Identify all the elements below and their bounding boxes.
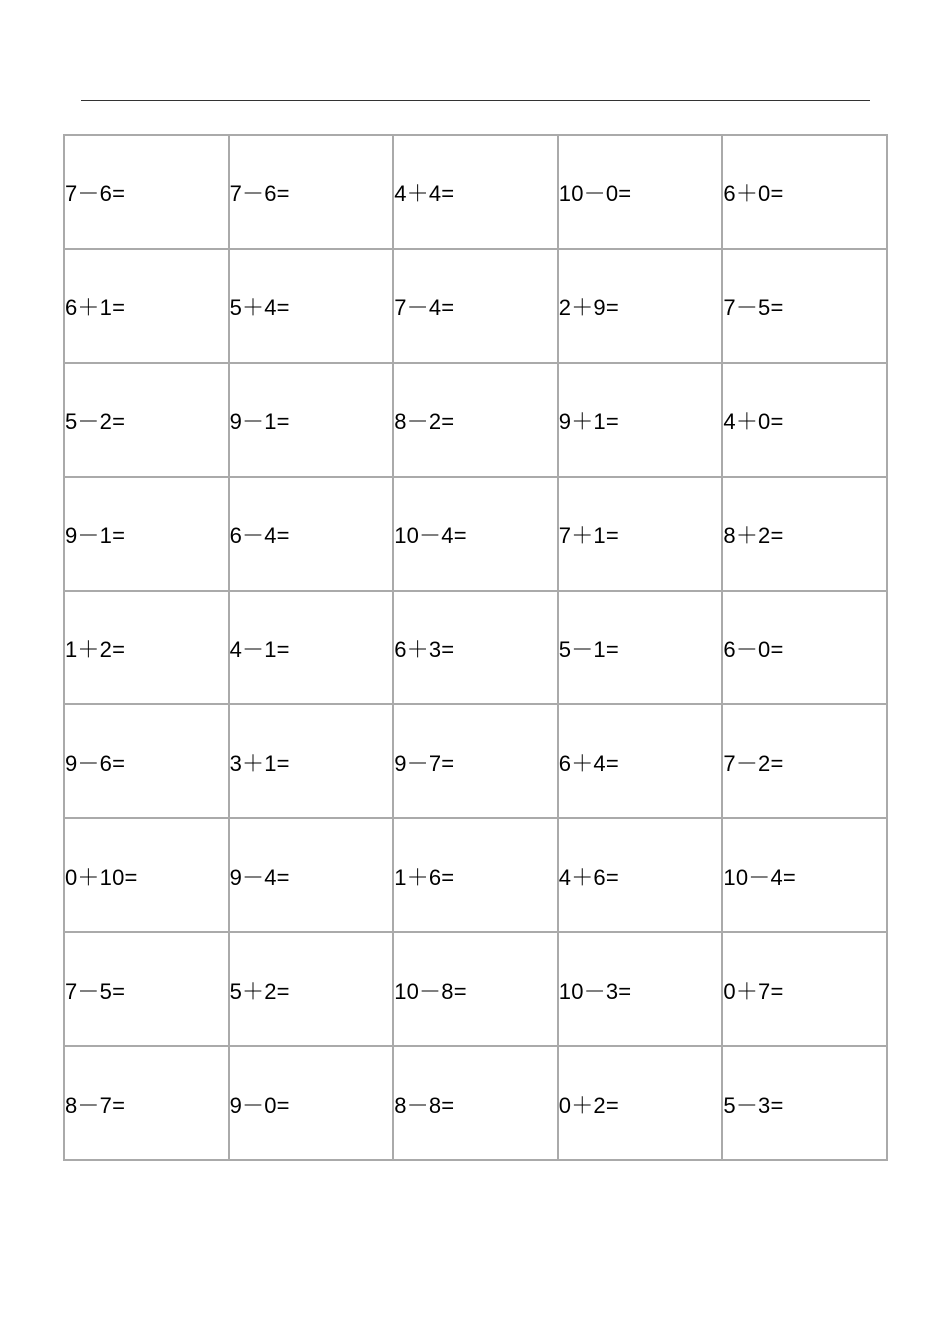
problem-cell: 6＋3=: [394, 592, 559, 706]
problem-cell: 1＋6=: [394, 819, 559, 933]
problem-cell: 7－6=: [65, 136, 230, 250]
problem-cell: 7－5=: [65, 933, 230, 1047]
problem-cell: 6＋1=: [65, 250, 230, 364]
problem-cell: 9－1=: [65, 478, 230, 592]
problem-cell: 9－0=: [230, 1047, 395, 1161]
problem-cell: 10－4=: [723, 819, 888, 933]
problem-cell: 6＋4=: [559, 705, 724, 819]
problem-cell: 1＋2=: [65, 592, 230, 706]
problem-cell: 7－2=: [723, 705, 888, 819]
problem-cell: 10－4=: [394, 478, 559, 592]
problem-cell: 4＋4=: [394, 136, 559, 250]
problem-cell: 6－4=: [230, 478, 395, 592]
problem-cell: 10－3=: [559, 933, 724, 1047]
problem-cell: 6＋0=: [723, 136, 888, 250]
problem-cell: 8－7=: [65, 1047, 230, 1161]
problem-cell: 9－6=: [65, 705, 230, 819]
problem-cell: 0＋2=: [559, 1047, 724, 1161]
problem-cell: 4＋6=: [559, 819, 724, 933]
problem-cell: 9－4=: [230, 819, 395, 933]
problem-cell: 0＋7=: [723, 933, 888, 1047]
problem-cell: 4＋0=: [723, 364, 888, 478]
problem-cell: 7－5=: [723, 250, 888, 364]
problem-cell: 7＋1=: [559, 478, 724, 592]
arithmetic-worksheet-grid: [63, 134, 888, 1161]
problem-cell: 2＋9=: [559, 250, 724, 364]
problem-cell: 3＋1=: [230, 705, 395, 819]
problem-cell: 5＋4=: [230, 250, 395, 364]
problem-cell: 0＋10=: [65, 819, 230, 933]
problem-cell: 8－2=: [394, 364, 559, 478]
problem-cell: 5－1=: [559, 592, 724, 706]
problem-cell: 7－4=: [394, 250, 559, 364]
problem-cell: 9＋1=: [559, 364, 724, 478]
header-rule: [81, 100, 870, 101]
problem-cell: 5－2=: [65, 364, 230, 478]
problem-cell: 4－1=: [230, 592, 395, 706]
problem-cell: 8－8=: [394, 1047, 559, 1161]
problem-cell: 5＋2=: [230, 933, 395, 1047]
problem-cell: 10－8=: [394, 933, 559, 1047]
problem-cell: 9－1=: [230, 364, 395, 478]
problem-cell: 7－6=: [230, 136, 395, 250]
problem-cell: 9－7=: [394, 705, 559, 819]
problem-cell: 10－0=: [559, 136, 724, 250]
problem-cell: 6－0=: [723, 592, 888, 706]
problem-cell: 5－3=: [723, 1047, 888, 1161]
problem-cell: 8＋2=: [723, 478, 888, 592]
